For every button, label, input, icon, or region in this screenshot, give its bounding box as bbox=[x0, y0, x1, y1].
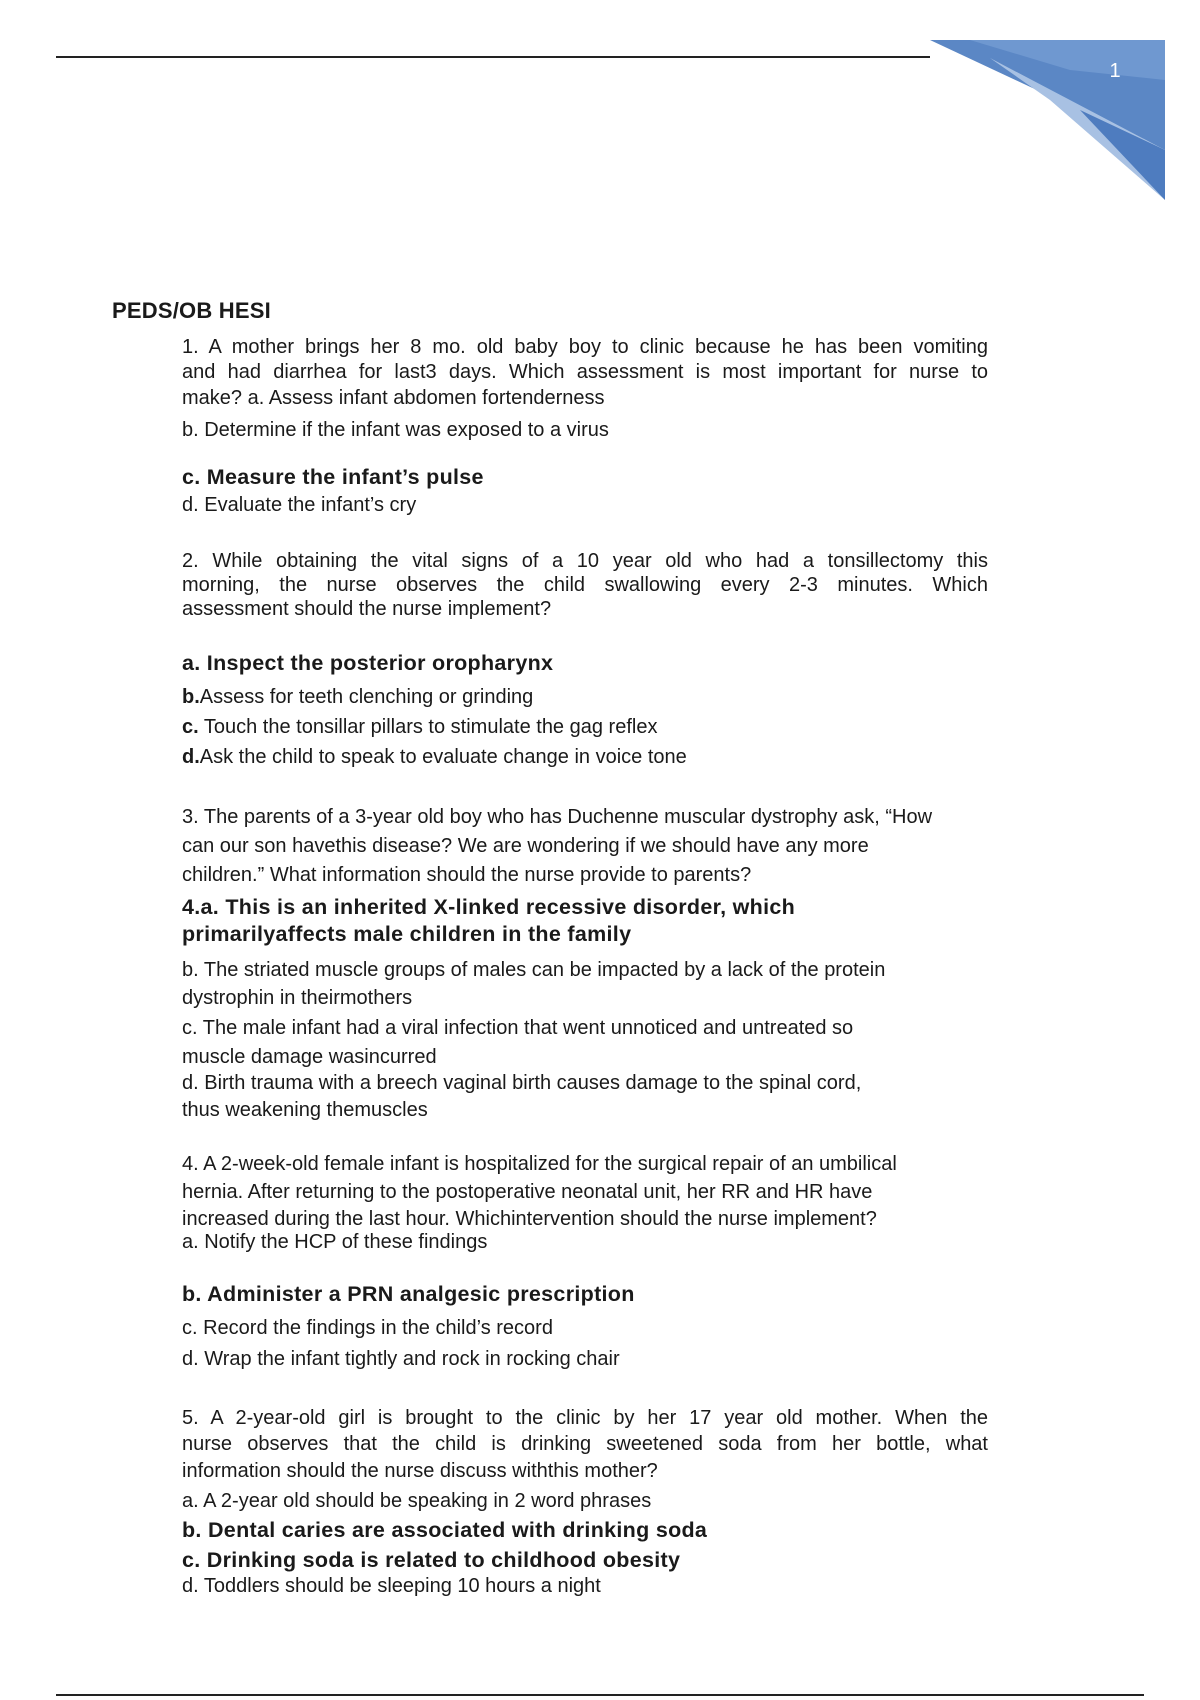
q2-option-a-answer: a. Inspect the posterior oropharynx bbox=[182, 651, 554, 675]
q3-option-a-answer-line-2: primarilyaffects male children in the family bbox=[182, 922, 632, 946]
q4-option-c: c. Record the findings in the child’s record bbox=[182, 1317, 553, 1339]
page-number: 1 bbox=[1109, 60, 1121, 82]
q5-stem-line-1: 5. A 2-year-old girl is brought to the clinic by her 17 year old mother. When the bbox=[182, 1407, 988, 1429]
q4-option-d: d. Wrap the infant tightly and rock in rocking chair bbox=[182, 1348, 620, 1370]
q1-stem-line-1: 1. A mother brings her 8 mo. old baby boy to clinic because he has been vomiting bbox=[182, 336, 988, 358]
q3-option-d-line-1: d. Birth trauma with a breech vaginal birth causes damage to the spinal cord, bbox=[182, 1072, 862, 1094]
q5-option-b-answer: b. Dental caries are associated with drinking soda bbox=[182, 1518, 708, 1542]
q5-stem-line-2: nurse observes that the child is drinking sweetened soda from her bottle, what bbox=[182, 1433, 988, 1455]
q2-stem-line-2: morning, the nurse observes the child swallowing every 2-3 minutes. Which bbox=[182, 574, 988, 596]
q1-option-b: b. Determine if the infant was exposed to a virus bbox=[182, 419, 609, 441]
q4-option-b-answer: b. Administer a PRN analgesic prescription bbox=[182, 1282, 635, 1306]
q3-option-c-line-1: c. The male infant had a viral infection that went unnoticed and untreated so bbox=[182, 1017, 854, 1039]
q2-option-c: c. Touch the tonsillar pillars to stimulate the gag reflex bbox=[182, 716, 658, 738]
bottom-rule bbox=[56, 1694, 1144, 1696]
top-rule bbox=[56, 56, 930, 58]
q1-option-c-answer: c. Measure the infant’s pulse bbox=[182, 465, 484, 489]
q2-stem-line-3: assessment should the nurse implement? bbox=[182, 598, 552, 620]
q1-stem-line-3: make? a. Assess infant abdomen fortenderness bbox=[182, 387, 605, 409]
q1-option-d: d. Evaluate the infant’s cry bbox=[182, 494, 417, 516]
q3-option-b-line-1: b. The striated muscle groups of males can be impacted by a lack of the protein bbox=[182, 959, 886, 981]
q3-option-b-line-2: dystrophin in theirmothers bbox=[182, 987, 413, 1009]
q2-option-b: b.Assess for teeth clenching or grinding bbox=[182, 686, 534, 708]
q3-stem-line-2: can our son havethis disease? We are wondering if we should have any more bbox=[182, 835, 869, 857]
q5-option-d: d. Toddlers should be sleeping 10 hours a night bbox=[182, 1575, 601, 1597]
q3-option-d-line-2: thus weakening themuscles bbox=[182, 1099, 428, 1121]
q5-stem-line-3: information should the nurse discuss withthis mother? bbox=[182, 1460, 658, 1482]
q3-option-a-answer-line-1: 4.a. This is an inherited X-linked recessive disorder, which bbox=[182, 895, 796, 919]
document-title: PEDS/OB HESI bbox=[112, 298, 271, 323]
q4-stem-line-2: hernia. After returning to the postoperative neonatal unit, her RR and HR have bbox=[182, 1181, 873, 1203]
q5-option-a: a. A 2-year old should be speaking in 2 word phrases bbox=[182, 1490, 652, 1512]
q1-stem-line-2: and had diarrhea for last3 days. Which assessment is most important for nurse to bbox=[182, 361, 988, 383]
q3-stem-line-1: 3. The parents of a 3-year old boy who has Duchenne muscular dystrophy ask, “How bbox=[182, 806, 933, 828]
q4-stem-line-3: increased during the last hour. Whichintervention should the nurse implement? bbox=[182, 1208, 877, 1230]
q5-option-c-answer: c. Drinking soda is related to childhood obesity bbox=[182, 1548, 681, 1572]
q4-option-a: a. Notify the HCP of these findings bbox=[182, 1231, 488, 1253]
q4-stem-line-1: 4. A 2-week-old female infant is hospitalized for the surgical repair of an umbilical bbox=[182, 1153, 897, 1175]
q2-option-d: d.Ask the child to speak to evaluate change in voice tone bbox=[182, 746, 687, 768]
q2-stem-line-1: 2. While obtaining the vital signs of a 10 year old who had a tonsillectomy this bbox=[182, 550, 988, 572]
q3-stem-line-3: children.” What information should the nurse provide to parents? bbox=[182, 864, 752, 886]
q3-option-c-line-2: muscle damage wasincurred bbox=[182, 1046, 437, 1068]
